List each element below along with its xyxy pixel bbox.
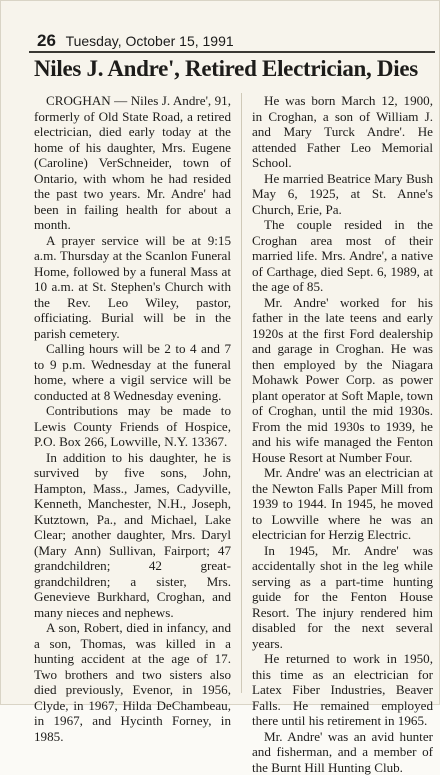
page-number: 26 — [37, 31, 56, 50]
article-column-right — [252, 93, 433, 775]
paragraph: The couple resided in the Croghan area most of their married life. Mrs. Andre', a native of Carthage, died Sept. 6, 1989, at the age of 85. — [252, 217, 433, 295]
paragraph: In addition to his daughter, he is survived by five sons, John, Hampton, Mass., James, Cadyville, Kenneth, Manchester, N.H., Joseph, Kutztown, Pa., and Michael, Lake Clear; another daughter, Mrs. Daryl (Mary Ann) Sullivan, Fairport; 47 grandchildren; 42 great-grandchildren; a sister, Mrs. Genevieve Burkhard, Croghan, and many nieces and nephews. — [34, 450, 231, 621]
paragraph: Mr. Andre' was an avid hunter and fisherman, and a member of the Burnt Hill Hunting Club. — [252, 729, 433, 775]
column-divider — [241, 93, 242, 693]
paragraph: A son, Robert, died in infancy, and a son, Thomas, was killed in a hunting accident at the age of 17. Two brothers and two sisters also died previously, Evenor, in 1956, Clyde, in 1967, Hilda DeChambeau, in 1967, and Hycinth Forney, in 1985. — [34, 620, 231, 744]
header-rule — [29, 51, 435, 53]
paragraph: Mr. Andre' was an electrician at the Newton Falls Paper Mill from 1939 to 1944. In 1945, he moved to Lowville where he was an electrician for Herzig Electric. — [252, 465, 433, 543]
paragraph: Contributions may be made to Lewis County Friends of Hospice, P.O. Box 266, Lowville, N.Y. 13367. — [34, 403, 231, 450]
paragraph: In 1945, Mr. Andre' was accidentally shot in the leg while serving as a part-time hunting guide for the Fenton House Resort. The injury rendered him disabled for the next several years. — [252, 543, 433, 652]
paragraph: He married Beatrice Mary Bush May 6, 1925, at St. Anne's Church, Erie, Pa. — [252, 171, 433, 218]
paragraph: CROGHAN — Niles J. Andre', 91, formerly of Old State Road, a retired electrician, died early today at the home of his daughter, Mrs. Eugene (Caroline) VerSchneider, town of Ontario, with whom he had resided the past two years. Mr. Andre' had been in failing health for about a month. — [34, 93, 231, 233]
page-header — [37, 31, 234, 51]
paragraph: A prayer service will be at 9:15 a.m. Thursday at the Scanlon Funeral Home, followed by a funeral Mass at 10 a.m. at St. Stephen's Church with the Rev. Leo Wiley, pastor, officiating. Burial will be in the parish cemetery. — [34, 233, 231, 342]
headline: Niles J. Andre', Retired Electrician, Dies — [34, 56, 418, 82]
paragraph: Calling hours will be 2 to 4 and 7 to 9 p.m. Wednesday at the funeral home, where a vigil service will be conducted at 8 Wednesday evening. — [34, 341, 231, 403]
paragraph: He was born March 12, 1900, in Croghan, a son of William J. and Mary Turck Andre'. He attended Father Leo Memorial School. — [252, 93, 433, 171]
article-column-left — [34, 93, 231, 744]
issue-date: Tuesday, October 15, 1991 — [66, 33, 234, 49]
paragraph: Mr. Andre' worked for his father in the late teens and early 1920s at the first Ford dealership and garage in Croghan. He was then employed by the Niagara Mohawk Power Corp. as power plant operator at Soft Maple, town of Croghan, until the mid 1930s. From the mid 1930s to 1939, he and his wife managed the Fenton House Resort at Number Four. — [252, 295, 433, 466]
paragraph: He returned to work in 1950, this time as an electrician for Latex Fiber Industries, Beaver Falls. He remained employed there until his retirement in 1965. — [252, 651, 433, 729]
